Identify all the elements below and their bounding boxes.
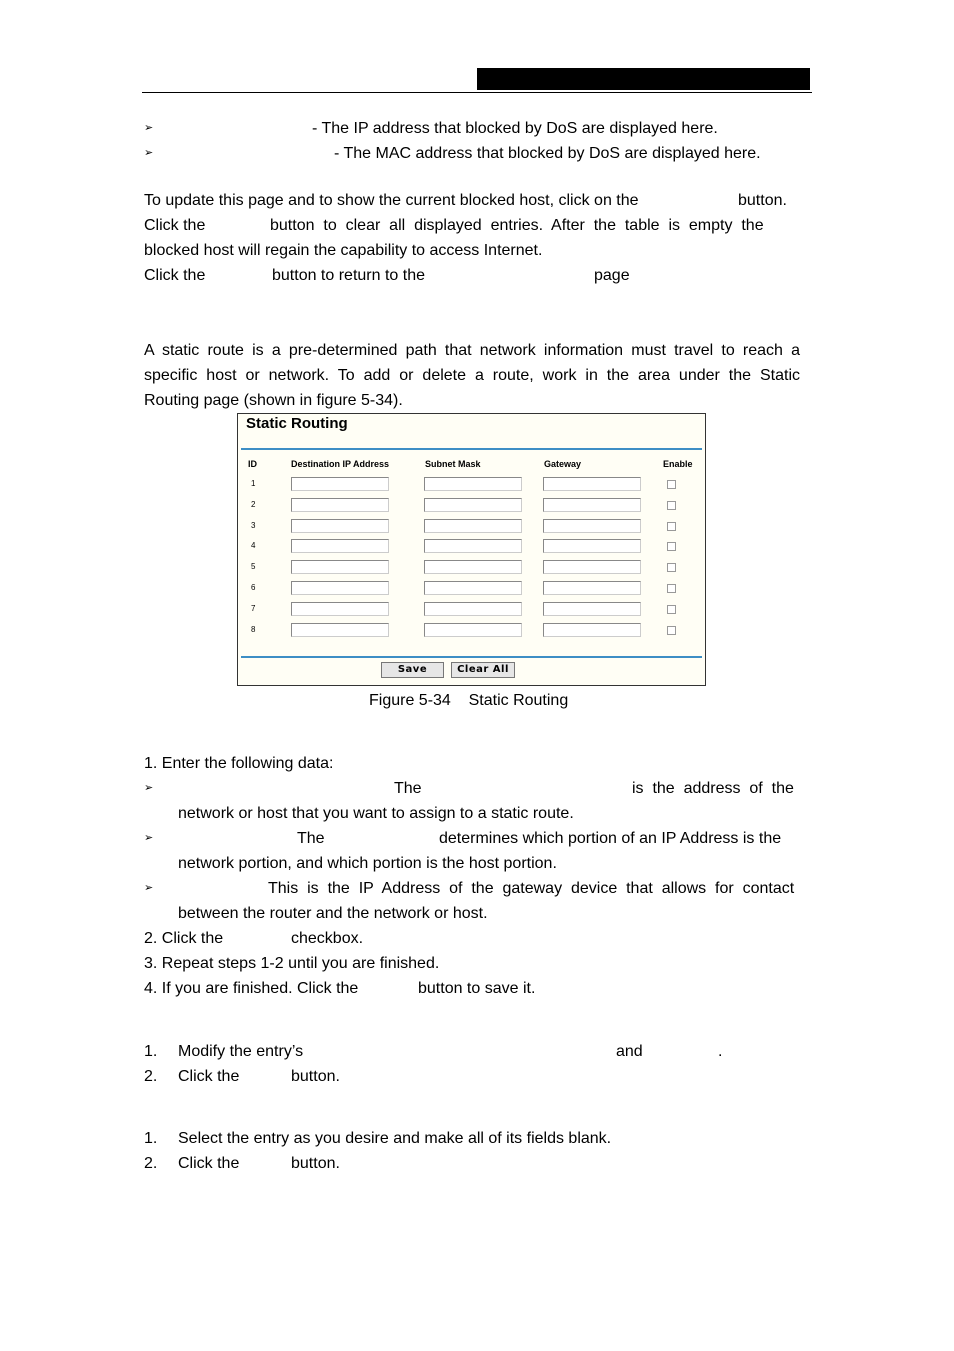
destination-ip-input[interactable] [291, 560, 389, 574]
row-id: 3 [251, 520, 256, 530]
subnet-mask-input[interactable] [424, 581, 522, 595]
row-id: 7 [251, 603, 256, 613]
list-number: 2. [144, 1155, 158, 1172]
list-text: Click the [178, 1155, 240, 1172]
paragraph-text: button to return to the [272, 267, 425, 284]
paragraph-line: A static route is a pre-determined path that network information must travel to reach a [144, 342, 800, 359]
gateway-input[interactable] [543, 560, 641, 574]
column-header-gateway: Gateway [544, 459, 582, 469]
subnet-mask-input[interactable] [424, 519, 522, 533]
list-text: Modify the entry’s [178, 1043, 304, 1060]
header-bar [477, 68, 810, 90]
step-text: network or host that you want to assign to a static route. [178, 805, 574, 822]
enable-checkbox[interactable] [667, 501, 676, 510]
gateway-input[interactable] [543, 623, 641, 637]
paragraph-line: specific host or network. To add or delete a route, work in the area under the Static [144, 367, 800, 384]
paragraph-text: button to clear all displayed entries. After the table is empty the [270, 217, 764, 234]
enable-checkbox[interactable] [667, 480, 676, 489]
step-text: 4. If you are finished. Click the [144, 980, 359, 997]
subnet-mask-input[interactable] [424, 602, 522, 616]
paragraph-text: blocked host will regain the capability to access Internet. [144, 242, 543, 259]
gateway-input[interactable] [543, 602, 641, 616]
paragraph-text: Click the [144, 217, 206, 234]
destination-ip-input[interactable] [291, 498, 389, 512]
step-text: checkbox. [291, 930, 364, 947]
enable-checkbox[interactable] [667, 522, 676, 531]
step-text: between the router and the network or host. [178, 905, 488, 922]
list-number: 2. [144, 1068, 158, 1085]
list-text: . [718, 1043, 723, 1060]
row-id: 1 [251, 479, 256, 488]
paragraph-text: button. [738, 192, 787, 209]
bullet-arrow-icon: ➢ [144, 882, 154, 894]
destination-ip-input[interactable] [291, 581, 389, 595]
list-number: 1. [144, 1130, 158, 1147]
bullet-arrow-icon: ➢ [144, 782, 154, 794]
paragraph-text: Click the [144, 267, 206, 284]
figure-title: Static Routing [246, 415, 348, 432]
column-header-destination: Destination IP Address [291, 459, 390, 469]
save-button[interactable]: Save [381, 662, 444, 678]
list-text: button. [291, 1068, 340, 1085]
bullet-arrow-icon: ➢ [144, 147, 154, 159]
header-rule [142, 92, 812, 93]
destination-ip-input[interactable] [291, 477, 389, 491]
paragraph-line: Routing page (shown in figure 5-34). [144, 392, 403, 409]
subnet-mask-input[interactable] [424, 477, 522, 491]
destination-ip-input[interactable] [291, 602, 389, 616]
enable-checkbox[interactable] [667, 542, 676, 551]
bullet-text: - The MAC address that blocked by DoS are displayed here. [334, 145, 761, 162]
footer-divider [241, 656, 702, 658]
row-id: 6 [251, 583, 256, 592]
static-routing-figure [237, 413, 706, 686]
step-text: 2. Click the [144, 930, 224, 947]
gateway-input[interactable] [543, 539, 641, 553]
row-id: 8 [251, 624, 256, 634]
column-header-subnet: Subnet Mask [425, 459, 481, 469]
subnet-mask-input[interactable] [424, 560, 522, 574]
subnet-mask-input[interactable] [424, 623, 522, 637]
column-header-enable: Enable [663, 459, 693, 469]
list-number: 1. [144, 1043, 158, 1060]
bullet-arrow-icon: ➢ [144, 122, 154, 134]
paragraph-text: To update this page and to show the current blocked host, click on the [144, 192, 639, 209]
destination-ip-input[interactable] [291, 539, 389, 553]
enable-checkbox[interactable] [667, 563, 676, 572]
step-text: The [297, 830, 325, 847]
gateway-input[interactable] [543, 581, 641, 595]
step-text: button to save it. [418, 980, 536, 997]
enable-checkbox[interactable] [667, 605, 676, 614]
title-divider [241, 448, 702, 450]
row-id: 4 [251, 541, 256, 551]
list-text: button. [291, 1155, 340, 1172]
enable-checkbox[interactable] [667, 584, 676, 593]
bullet-text: - The IP address that blocked by DoS are displayed here. [312, 120, 718, 137]
enable-checkbox[interactable] [667, 626, 676, 635]
paragraph-text: page [594, 267, 630, 284]
clear-all-button[interactable]: Clear All [451, 662, 515, 678]
subnet-mask-input[interactable] [424, 539, 522, 553]
step-text: This is the IP Address of the gateway device that allows for contact [268, 880, 795, 897]
row-id: 2 [251, 499, 256, 509]
step-text: network portion, and which portion is the host portion. [178, 855, 557, 872]
step-text: 3. Repeat steps 1-2 until you are finished. [144, 955, 440, 972]
step-text: The [394, 780, 422, 797]
gateway-input[interactable] [543, 498, 641, 512]
subnet-mask-input[interactable] [424, 498, 522, 512]
destination-ip-input[interactable] [291, 519, 389, 533]
column-header-id: ID [248, 459, 257, 469]
step-text: is the address of the [632, 780, 794, 797]
destination-ip-input[interactable] [291, 623, 389, 637]
list-text: Click the [178, 1068, 240, 1085]
bullet-arrow-icon: ➢ [144, 832, 154, 844]
list-text: and [616, 1043, 643, 1060]
list-text: Select the entry as you desire and make all of its fields blank. [178, 1130, 612, 1147]
gateway-input[interactable] [543, 477, 641, 491]
step-text: determines which portion of an IP Address is the [439, 830, 782, 847]
step-text: 1. Enter the following data: [144, 755, 334, 772]
figure-caption: Figure 5-34 Static Routing [369, 692, 569, 709]
row-id: 5 [251, 562, 256, 572]
gateway-input[interactable] [543, 519, 641, 533]
